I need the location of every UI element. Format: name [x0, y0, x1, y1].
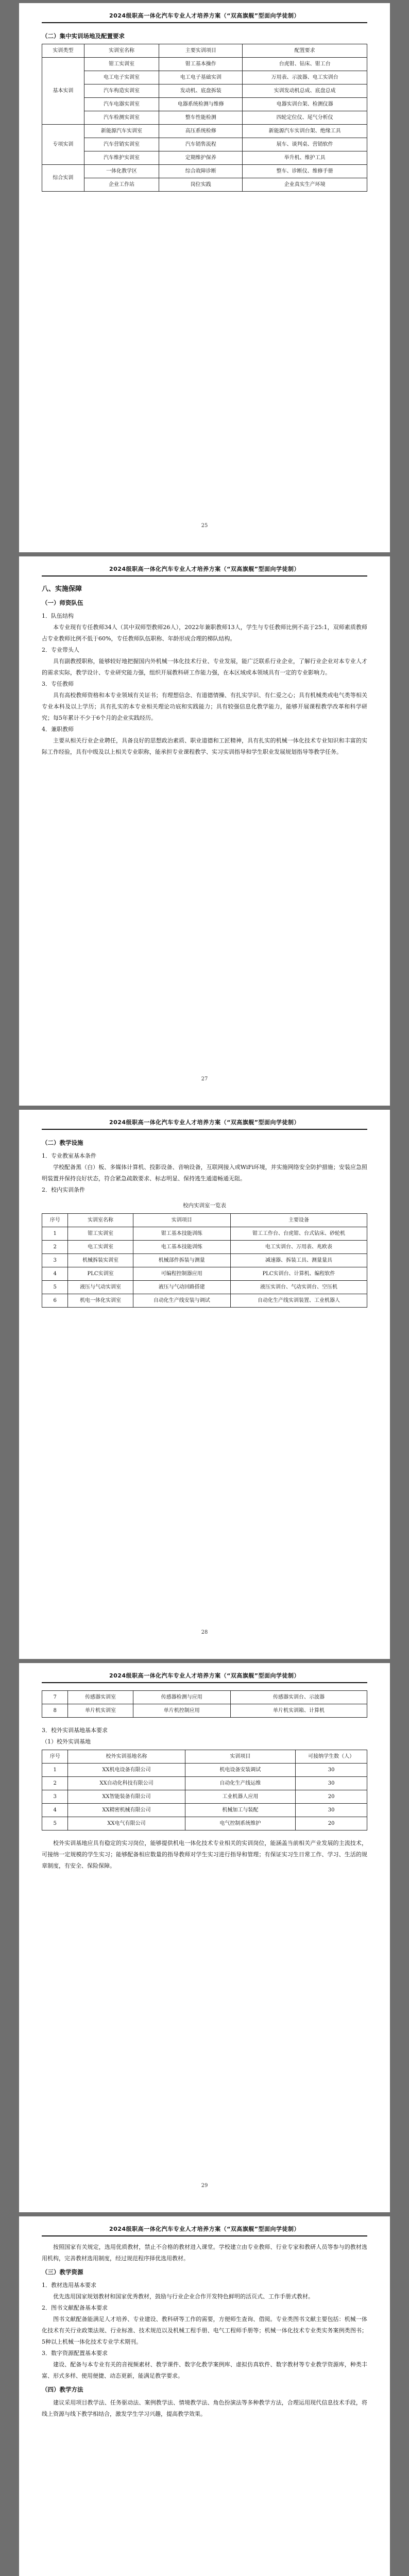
page-number: 25 — [201, 523, 208, 529]
table-row — [42, 165, 367, 178]
table-header-cell: 可接纳学生数（人） — [296, 1750, 367, 1764]
table-cell: 台虎钳、钻床、钳工台 — [243, 58, 367, 71]
table-cell: 高压系统检修 — [159, 125, 243, 138]
paragraph: 按照国家有关规定，选用优质教材，禁止不合格的教材进入课堂。学校建立由专业教师、行业专家和教研人员等参与的教材选用机构，完善教材选用制度，经过规范程序择优选用教材。 — [42, 2244, 367, 2262]
section-heading: （二）集中实训场地及配置要求 — [42, 32, 125, 40]
table-cell: 1 — [42, 1227, 68, 1241]
table-caption: 校内实训室一览表 — [183, 1202, 226, 1209]
table-header-cell: 实训室名称 — [84, 44, 159, 58]
table-cell: 机电设备安装调试 — [185, 1764, 296, 1777]
table-cell: XX电气有限公司 — [68, 1817, 185, 1831]
table-cell: 新能源汽车实训室 — [84, 125, 159, 138]
table-cell: 实训发动机总成、底盘总成 — [243, 84, 367, 98]
table-cell: 钳工基本操作 — [159, 58, 243, 71]
table-cell: 单片机控制应用 — [133, 1704, 230, 1718]
table-cell: XX机电设备有限公司 — [68, 1764, 185, 1777]
table-cell: 电工实训台、万用表、兆欧表 — [230, 1241, 367, 1254]
table-cell: 液压实训台、气动实训台、空压机 — [230, 1281, 367, 1294]
document-page-3 — [19, 1110, 390, 1659]
paragraph: 建设、配备与本专业有关的音视频素材、教学课件、数字化教学案例库、虚拟仿真软件、数字教材等专业教学资源库，种类丰富、形式多样、使用便捷、动态更新，能满足教学要求。 — [42, 2361, 367, 2379]
table-cell: 钳工工作台、台虎钳、台式钻床、砂轮机 — [230, 1227, 367, 1241]
table-cell: 整车性能检测 — [159, 111, 243, 125]
table-cell: 四轮定位仪、尾气分析仪 — [243, 111, 367, 125]
page-header: 2024级职高一体化汽车专业人才培养方案（“双高旗舰”型面向学徒制） — [42, 556, 367, 577]
table-cell: 自动化生产线运维 — [185, 1777, 296, 1790]
table-cell: XX智能装备有限公司 — [68, 1790, 185, 1804]
table-header-cell: 配置要求 — [243, 44, 367, 58]
chapter-title: 八、实施保障 — [42, 585, 82, 593]
paragraph: 主要从相关行业企业聘任，具备良好的思想政治素质、职业道德和工匠精神，具有扎实的机械一体化技术专业知识和丰富的实际工作经验，具有中级及以上相关专业职称，能承担专业课程教学、实习实训指导和学生职业发展规划指导等教学任务。 — [42, 737, 367, 755]
table-header-cell: 实训类型 — [42, 44, 84, 58]
subsection-heading: 2．专业带头人 — [42, 647, 79, 653]
table-cell: 机械部件拆装与测量 — [133, 1254, 230, 1267]
table-row — [42, 1804, 367, 1817]
table-cell: XX精密机械有限公司 — [68, 1804, 185, 1817]
table-cell: 举升机、维护工具 — [243, 151, 367, 165]
page-header: 2024级职高一体化汽车专业人才培养方案（“双高旗舰”型面向学徒制） — [42, 2216, 367, 2236]
subsection-heading: 3．校外实训基地基本要求 — [42, 1727, 108, 1734]
subsection-heading: 2．图书文献配备基本要求 — [42, 2304, 108, 2311]
document-page-1 — [19, 3, 390, 552]
table-row — [42, 1691, 367, 1704]
paragraph: 具有高校教师资格和本专业领域有关证书；有理想信念、有道德情操、有扎实学识、有仁爱之心；具有机械类或电气类等相关专业本科及以上学历；具有扎实的本专业相关理论功底和实践能力；具有较强信息化教学能力，能够开展课程教学改革和科学研究；每5年累计不少于6个月的企业实践经历。 — [42, 692, 367, 721]
table-cell: 基本实训 — [42, 58, 84, 125]
table-cell: 电工电子实训室 — [84, 71, 159, 84]
table-header-cell: 主要实训项目 — [159, 44, 243, 58]
table-cell: 企业真实生产环境 — [243, 178, 367, 192]
document-page-2 — [19, 556, 390, 1106]
table-row — [42, 178, 367, 192]
table-cell: PLC实训台、计算机、编程软件 — [230, 1267, 367, 1281]
external-base-table — [42, 1750, 367, 1831]
document-page-4 — [19, 1663, 390, 2212]
table-cell: 液压与气动实训室 — [68, 1281, 133, 1294]
table-row — [42, 151, 367, 165]
table-row — [42, 1267, 367, 1281]
table-cell: 3 — [42, 1254, 68, 1267]
table-cell: 30 — [296, 1764, 367, 1777]
table-cell: 液压与气动回路搭建 — [133, 1281, 230, 1294]
paragraph: 图书文献配备能满足人才培养、专业建设、教科研等工作的需要，方便师生查询、借阅。专业类图书文献主要包括：机械一体化技术有关行业政策法规、行业标准、技术规范以及机械工程手册、电气工程师手册等；机械一体化技术专业类实务案例类图书；5种以上机械一体化技术专业学术期刊。 — [42, 2316, 367, 2345]
subsection-heading: 4．兼职教师 — [42, 726, 74, 733]
table-cell: 传感器实训室 — [68, 1691, 133, 1704]
table-row — [42, 1241, 367, 1254]
table-row — [42, 125, 367, 138]
subsection-heading: 1．队伍结构 — [42, 613, 74, 619]
table-row — [42, 98, 367, 111]
table-cell: 电气控制系统维护 — [185, 1817, 296, 1831]
training-facility-table — [42, 44, 367, 192]
table-row — [42, 71, 367, 84]
table-cell: 汽车构造实训室 — [84, 84, 159, 98]
table-header-cell: 序号 — [42, 1214, 68, 1227]
table-cell: 专项实训 — [42, 125, 84, 165]
table-cell: 单片机实训室 — [68, 1704, 133, 1718]
table-cell: 3 — [42, 1790, 68, 1804]
subsection-heading: 2．校内实训条件 — [42, 1187, 85, 1193]
table-cell: 自动化生产线实训装置、工业机器人 — [230, 1294, 367, 1308]
table-cell: 汽车销售流程 — [159, 138, 243, 151]
table-cell: 电工基本技能训练 — [133, 1241, 230, 1254]
table-cell: 5 — [42, 1817, 68, 1831]
table-cell: 30 — [296, 1777, 367, 1790]
table-header-cell: 序号 — [42, 1750, 68, 1764]
table-header-cell: 校外实训基地名称 — [68, 1750, 185, 1764]
table-row — [42, 1281, 367, 1294]
section-heading: （三）教学资源 — [42, 2268, 83, 2276]
paragraph: 优先选用国家规划教材和国家优秀教材，鼓励与行业企业合作开发特色鲜明的活页式、工作手册式教材。 — [53, 2293, 314, 2300]
table-row — [42, 111, 367, 125]
table-row — [42, 1227, 367, 1241]
table-cell: 单片机实训箱、计算机 — [230, 1704, 367, 1718]
subsection-heading: 3．数字资源配置基本要求 — [42, 2350, 108, 2357]
table-cell: 30 — [296, 1804, 367, 1817]
table-cell: 6 — [42, 1294, 68, 1308]
table-cell: 8 — [42, 1704, 68, 1718]
table-row — [42, 1294, 367, 1308]
table-cell: 一体化教学区 — [84, 165, 159, 178]
table-row — [42, 138, 367, 151]
table-cell: 2 — [42, 1777, 68, 1790]
page-header: 2024级职高一体化汽车专业人才培养方案（“双高旗舰”型面向学徒制） — [42, 1110, 367, 1130]
table-row — [42, 84, 367, 98]
table-cell: 汽车维护实训室 — [84, 151, 159, 165]
table-cell: 电器实训台架、检测仪器 — [243, 98, 367, 111]
table-header-cell: 主要设备 — [230, 1214, 367, 1227]
table-cell: 减速器、拆装工具、测量量具 — [230, 1254, 367, 1267]
section-heading: （二）教学设施 — [42, 1139, 83, 1146]
page-header: 2024级职高一体化汽车专业人才培养方案（“双高旗舰”型面向学徒制） — [42, 3, 367, 23]
paragraph: 学校配备黑（白）板、多媒体计算机、投影设备、音响设备，互联网接入或WiFi环境，并实施网络安全防护措施；安装应急照明装置并保持良好状态，符合紧急疏散要求、标志明显、保持逃生通道畅通无阻。 — [42, 1164, 367, 1182]
table-cell: 4 — [42, 1804, 68, 1817]
table-cell: 传感器实训台、示波器 — [230, 1691, 367, 1704]
training-room-table — [42, 1213, 367, 1308]
table-cell: 汽车检测实训室 — [84, 111, 159, 125]
table-row — [42, 1764, 367, 1777]
table-cell: PLC实训室 — [68, 1267, 133, 1281]
table-row — [42, 1254, 367, 1267]
table-cell: 可编程控制器应用 — [133, 1267, 230, 1281]
table-cell: 综合实训 — [42, 165, 84, 192]
table-header-cell: 实训室名称 — [68, 1214, 133, 1227]
table-cell: 汽车营销实训室 — [84, 138, 159, 151]
table-cell: 20 — [296, 1817, 367, 1831]
table-row — [42, 1790, 367, 1804]
table-cell: 自动化生产线安装与调试 — [133, 1294, 230, 1308]
table-row — [42, 1777, 367, 1790]
table-row — [42, 1704, 367, 1718]
page-number: 28 — [201, 1630, 208, 1635]
paragraph: 校外实训基地应具有稳定的实习岗位，能够提供机电一体化技术专业相关的实训岗位，能涵盖当前相关产业发展的主流技术，可接纳一定规模的学生实习；能够配备相应数量的指导教师对学生实习进行指导和管理；有保证实习生日常工作、学习、生活的规章制度，有安全、保险保障。 — [42, 1840, 367, 1869]
page-number: 27 — [201, 1076, 208, 1082]
table-cell: 汽车电器实训室 — [84, 98, 159, 111]
page-number: 29 — [201, 2183, 208, 2189]
section-heading: （一）师资队伍 — [42, 599, 83, 606]
table-cell: XX自动化科技有限公司 — [68, 1777, 185, 1790]
table-cell: 传感器检测与应用 — [133, 1691, 230, 1704]
table-cell: 机械拆装实训室 — [68, 1254, 133, 1267]
table-cell: 发动机、底盘拆装 — [159, 84, 243, 98]
table-cell: 展车、谈判桌、营销软件 — [243, 138, 367, 151]
table-cell: 工业机器人应用 — [185, 1790, 296, 1804]
table-header-cell: 实训项目 — [133, 1214, 230, 1227]
paragraph: 具有副教授职称，能够较好地把握国内外机械一体化技术行业、专业发展，能广泛联系行业企业，了解行业企业对本专业人才的需求实际，教学设计、专业研究能力强，组织开展教科研工作能力强，在本区域或本领域具有一定的专业影响力。 — [42, 658, 367, 676]
table-row — [42, 1817, 367, 1831]
table-cell: 钳工实训室 — [68, 1227, 133, 1241]
table-cell: 机电一体化实训室 — [68, 1294, 133, 1308]
table-cell: 定期维护保养 — [159, 151, 243, 165]
table-cell: 机械加工与装配 — [185, 1804, 296, 1817]
table-cell: 新能源汽车实训台架、绝缘工具 — [243, 125, 367, 138]
table-cell: 7 — [42, 1691, 68, 1704]
table-cell: 20 — [296, 1790, 367, 1804]
subsection-heading: 1．教材选用基本要求 — [42, 2282, 96, 2289]
paragraph: 本专业现有专任教师34人（其中双师型教师26人），2022年兼职教师13人，学生与专任教师比例不高于25:1，双师素质教师占专业教师比例不低于60%，专任教师队伍职称、年龄形成合理的梯队结构。 — [42, 624, 367, 642]
table-cell: 钳工实训室 — [84, 58, 159, 71]
table-row — [42, 58, 367, 71]
section-heading: （四）教学方法 — [42, 2386, 83, 2393]
table-cell: 企业工作站 — [84, 178, 159, 192]
table-cell: 整车、诊断仪、维修手册 — [243, 165, 367, 178]
table-cell: 岗位实践 — [159, 178, 243, 192]
subsection-heading: 3．专任教师 — [42, 681, 74, 687]
training-room-table-continued — [42, 1690, 367, 1718]
table-cell: 电器系统检测与维修 — [159, 98, 243, 111]
subsection-heading: 1．专业教室基本条件 — [42, 1153, 96, 1159]
table-cell: 1 — [42, 1764, 68, 1777]
table-cell: 万用表、示波器、电工实训台 — [243, 71, 367, 84]
document-page-5 — [19, 2216, 390, 2576]
table-cell: 综合故障诊断 — [159, 165, 243, 178]
table-cell: 2 — [42, 1241, 68, 1254]
table-header-cell: 实训项目 — [185, 1750, 296, 1764]
paragraph: 建议采用项目教学法、任务驱动法、案例教学法、情境教学法、角色扮演法等多种教学方法，合理运用现代信息技术手段，将线上资源与线下教学相结合，激发学生学习兴趣，提高教学效果。 — [42, 2399, 367, 2417]
table-cell: 电工实训室 — [68, 1241, 133, 1254]
table-cell: 5 — [42, 1281, 68, 1294]
table-cell: 钳工基本技能训练 — [133, 1227, 230, 1241]
page-header: 2024级职高一体化汽车专业人才培养方案（“双高旗舰”型面向学徒制） — [42, 1663, 367, 1683]
table-cell: 电工电子基础实训 — [159, 71, 243, 84]
table-caption: （1）校外实训基地 — [42, 1738, 91, 1745]
table-cell: 4 — [42, 1267, 68, 1281]
